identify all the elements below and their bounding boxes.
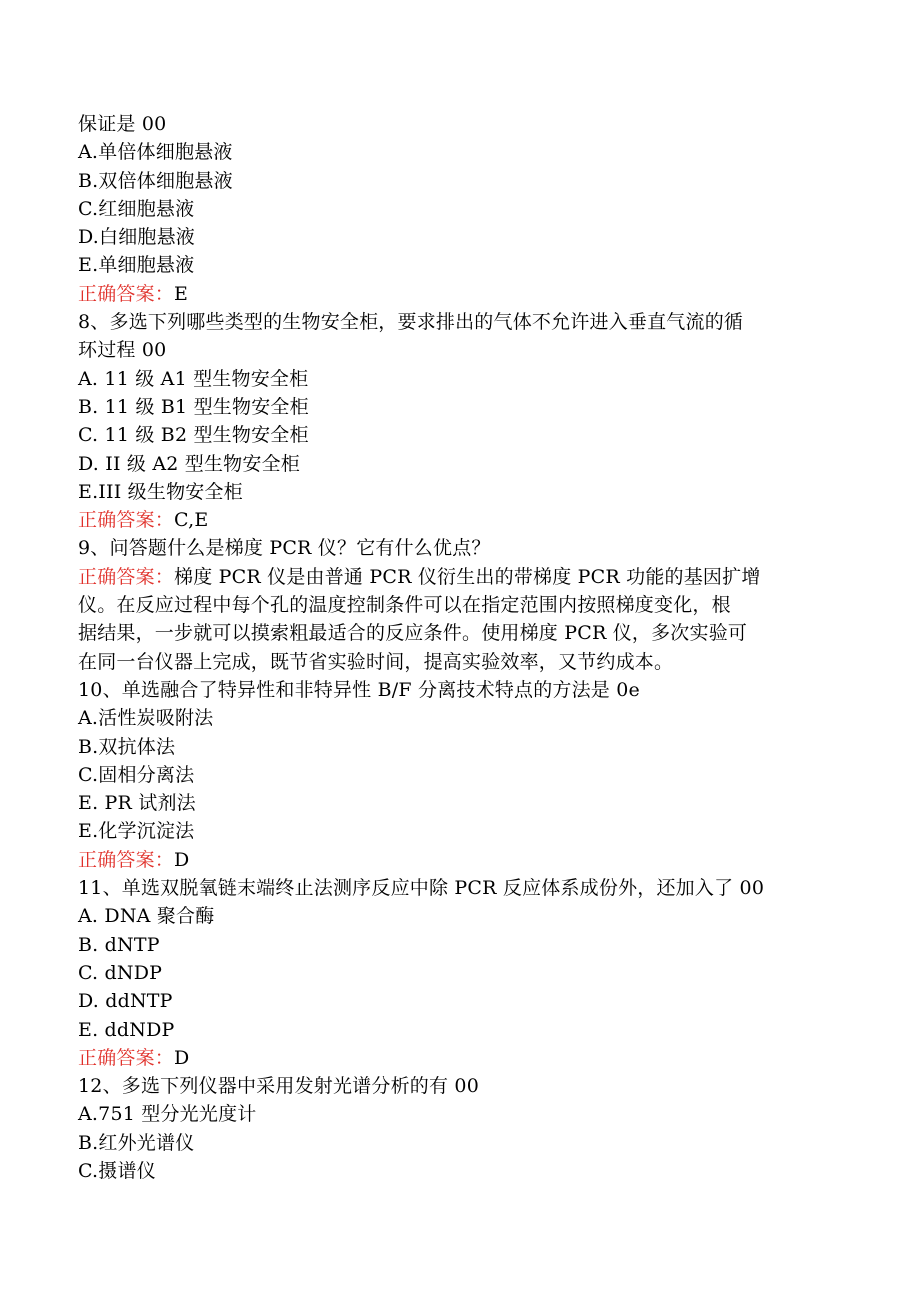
answer-value: C,E — [174, 509, 209, 532]
answer-value: D — [174, 848, 190, 871]
answer-continuation: 据结果，一步就可以摸索粗最适合的反应条件。使用梯度 PCR 仪，多次实验可 — [78, 622, 748, 645]
answer-line — [78, 1044, 838, 1072]
option-line: E. PR 试剂法 — [78, 792, 196, 815]
answer-continuation: 在同一台仪器上完成，既节省实验时间，提高实验效率，又节约成本。 — [78, 650, 674, 673]
answer-line — [78, 846, 838, 874]
answer-label: 正确答案： — [78, 282, 175, 305]
answer-label: 正确答案： — [78, 509, 175, 532]
text-line: 保证是 00 — [78, 113, 167, 135]
answer-value: 梯度 PCR 仪是由普通 PCR 仪衍生出的带梯度 PCR 功能的基因扩增 — [174, 565, 761, 588]
option-line: D.白细胞悬液 — [78, 226, 195, 249]
option-line: A. DNA 聚合酶 — [78, 905, 215, 928]
question-line: 环过程 00 — [78, 339, 167, 362]
question-line: 10、单选融合了特异性和非特异性 B/F 分离技术特点的方法是 0e — [78, 678, 640, 701]
answer-label: 正确答案： — [78, 848, 175, 871]
question-line: 11、单选双脱氧链末端终止法测序反应中除 PCR 反应体系成份外，还加入了 00 — [78, 877, 765, 900]
option-line: A.单倍体细胞悬液 — [78, 141, 233, 164]
answer-continuation: 仪。在反应过程中每个孔的温度控制条件可以在指定范围内按照梯度变化，根 — [78, 594, 731, 617]
option-line: E.单细胞悬液 — [78, 254, 195, 277]
option-line: D. II 级 A2 型生物安全柜 — [78, 452, 300, 475]
question-line: 12、多选下列仪器中采用发射光谱分析的有 00 — [78, 1075, 479, 1098]
option-line: C. 11 级 B2 型生物安全柜 — [78, 424, 309, 447]
option-line: A. 11 级 A1 型生物安全柜 — [78, 367, 309, 390]
option-line: B.红外光谱仪 — [78, 1131, 195, 1154]
option-line: D. ddNTP — [78, 990, 173, 1013]
question-line: 8、多选下列哪些类型的生物安全柜，要求排出的气体不允许进入垂直气流的循 — [78, 311, 744, 334]
question-line: 9、问答题什么是梯度 PCR 仪？它有什么优点？ — [78, 537, 491, 560]
answer-value: E — [174, 282, 189, 305]
option-line: B. dNTP — [78, 933, 160, 956]
option-line: B.双抗体法 — [78, 735, 176, 758]
answer-line — [78, 280, 838, 308]
option-line: A.751 型分光光度计 — [78, 1103, 257, 1126]
option-line: C. dNDP — [78, 961, 163, 984]
answer-value: D — [174, 1046, 190, 1069]
document-page — [78, 110, 838, 1185]
answer-label: 正确答案： — [78, 565, 175, 588]
answer-line — [78, 563, 838, 591]
option-line: E.III 级生物安全柜 — [78, 480, 243, 503]
option-line: B. 11 级 B1 型生物安全柜 — [78, 395, 309, 418]
option-line: C.固相分离法 — [78, 763, 195, 786]
option-line: B.双倍体细胞悬液 — [78, 169, 233, 192]
answer-label: 正确答案： — [78, 1046, 175, 1069]
option-line: C.红细胞悬液 — [78, 197, 195, 220]
option-line: E. ddNDP — [78, 1018, 175, 1041]
option-line: E.化学沉淀法 — [78, 820, 195, 843]
option-line: A.活性炭吸附法 — [78, 707, 214, 730]
option-line: C.摄谱仪 — [78, 1159, 156, 1182]
answer-line — [78, 506, 838, 534]
